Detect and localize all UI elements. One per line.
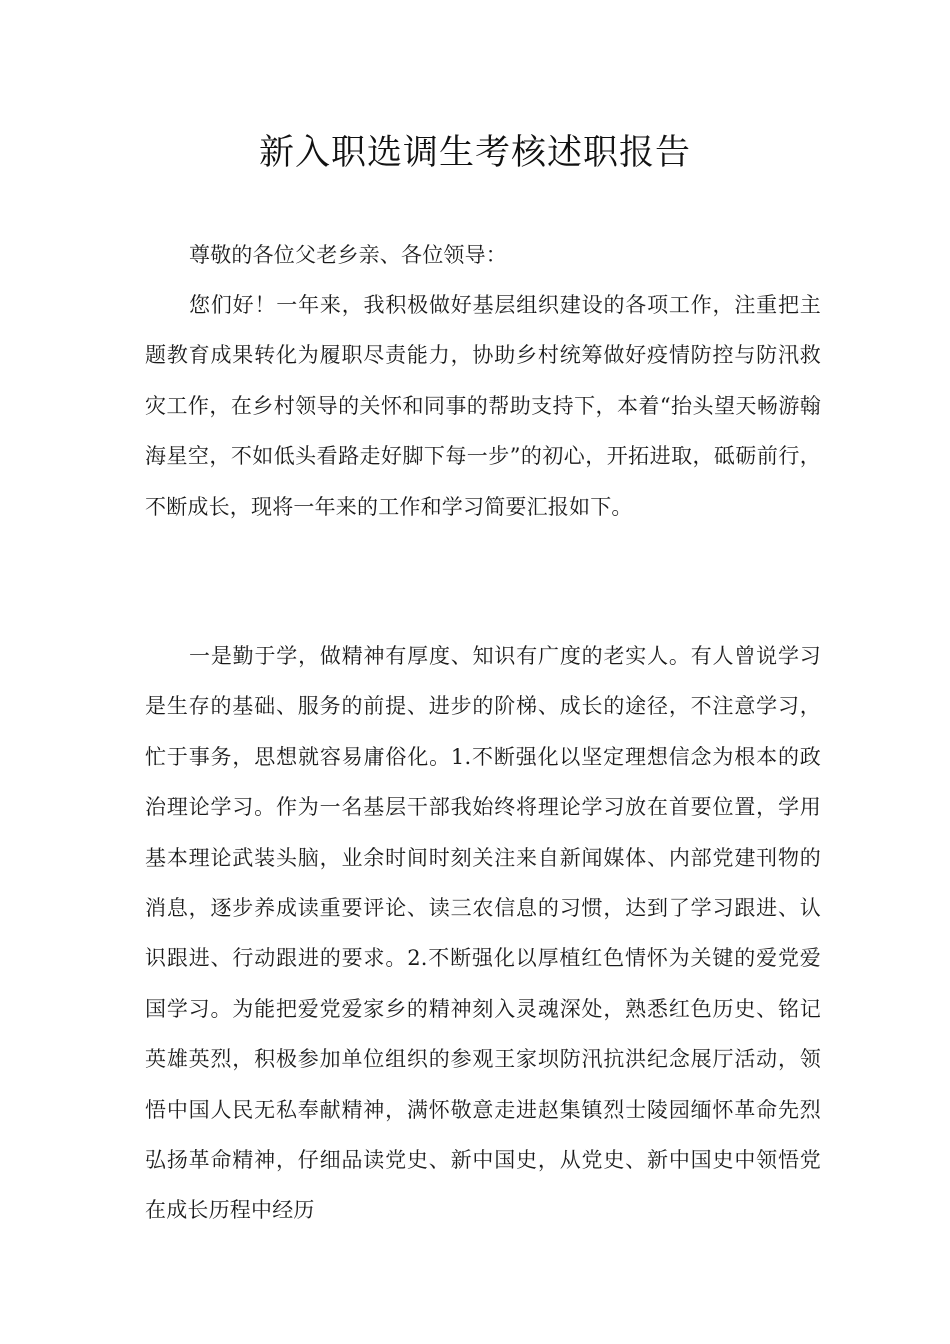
paragraph-block-2 bbox=[145, 631, 821, 1236]
document-title: 新入职选调生考核述职报告 bbox=[258, 133, 691, 173]
greeting-block bbox=[145, 230, 821, 280]
greeting-line: 尊敬的各位父老乡亲、各位领导： bbox=[189, 243, 507, 267]
paragraph-study: 一是勤于学，做精神有厚度、知识有广度的老实人。有人曾说学习是生存的基础、服务的前提、进步的阶梯、成长的途径，不注意学习，忙于事务，思想就容易庸俗化。1.不断强化以坚定理想信念为根本的政治理论学习。作为一名基层干部我始终将理论学习放在首要位置，学用基本理论武装头脑，业余时间时刻关注来自新闻媒体、内部党建刊物的消息，逐步养成读重要评论、读三农信息的习惯，达到了学习跟进、认识跟进、行动跟进的要求。2.不断强化以厚植红色情怀为关键的爱党爱国学习。为能把爱党爱家乡的精神刻入灵魂深处，熟悉红色历史、铭记英雄英烈，积极参加单位组织的参观王家坝防汛抗洪纪念展厅活动，领悟中国人民无私奉献精神，满怀敬意走进赵集镇烈士陵园缅怀革命先烈弘扬革命精神，仔细品读党史、新中国史，从党史、新中国史中领悟党在成长历程中经历 bbox=[145, 644, 821, 1223]
paragraph-intro: 您们好！一年来，我积极做好基层组织建设的各项工作，注重把主题教育成果转化为履职尽责能力，协助乡村统筹做好疫情防控与防汛救灾工作，在乡村领导的关怀和同事的帮助支持下，本着“抬头望天畅游翰海星空，不如低头看路走好脚下每一步”的初心，开拓进取，砥砺前行，不断成长，现将一年来的工作和学习简要汇报如下。 bbox=[145, 293, 821, 519]
paragraph-block-1 bbox=[145, 280, 821, 532]
